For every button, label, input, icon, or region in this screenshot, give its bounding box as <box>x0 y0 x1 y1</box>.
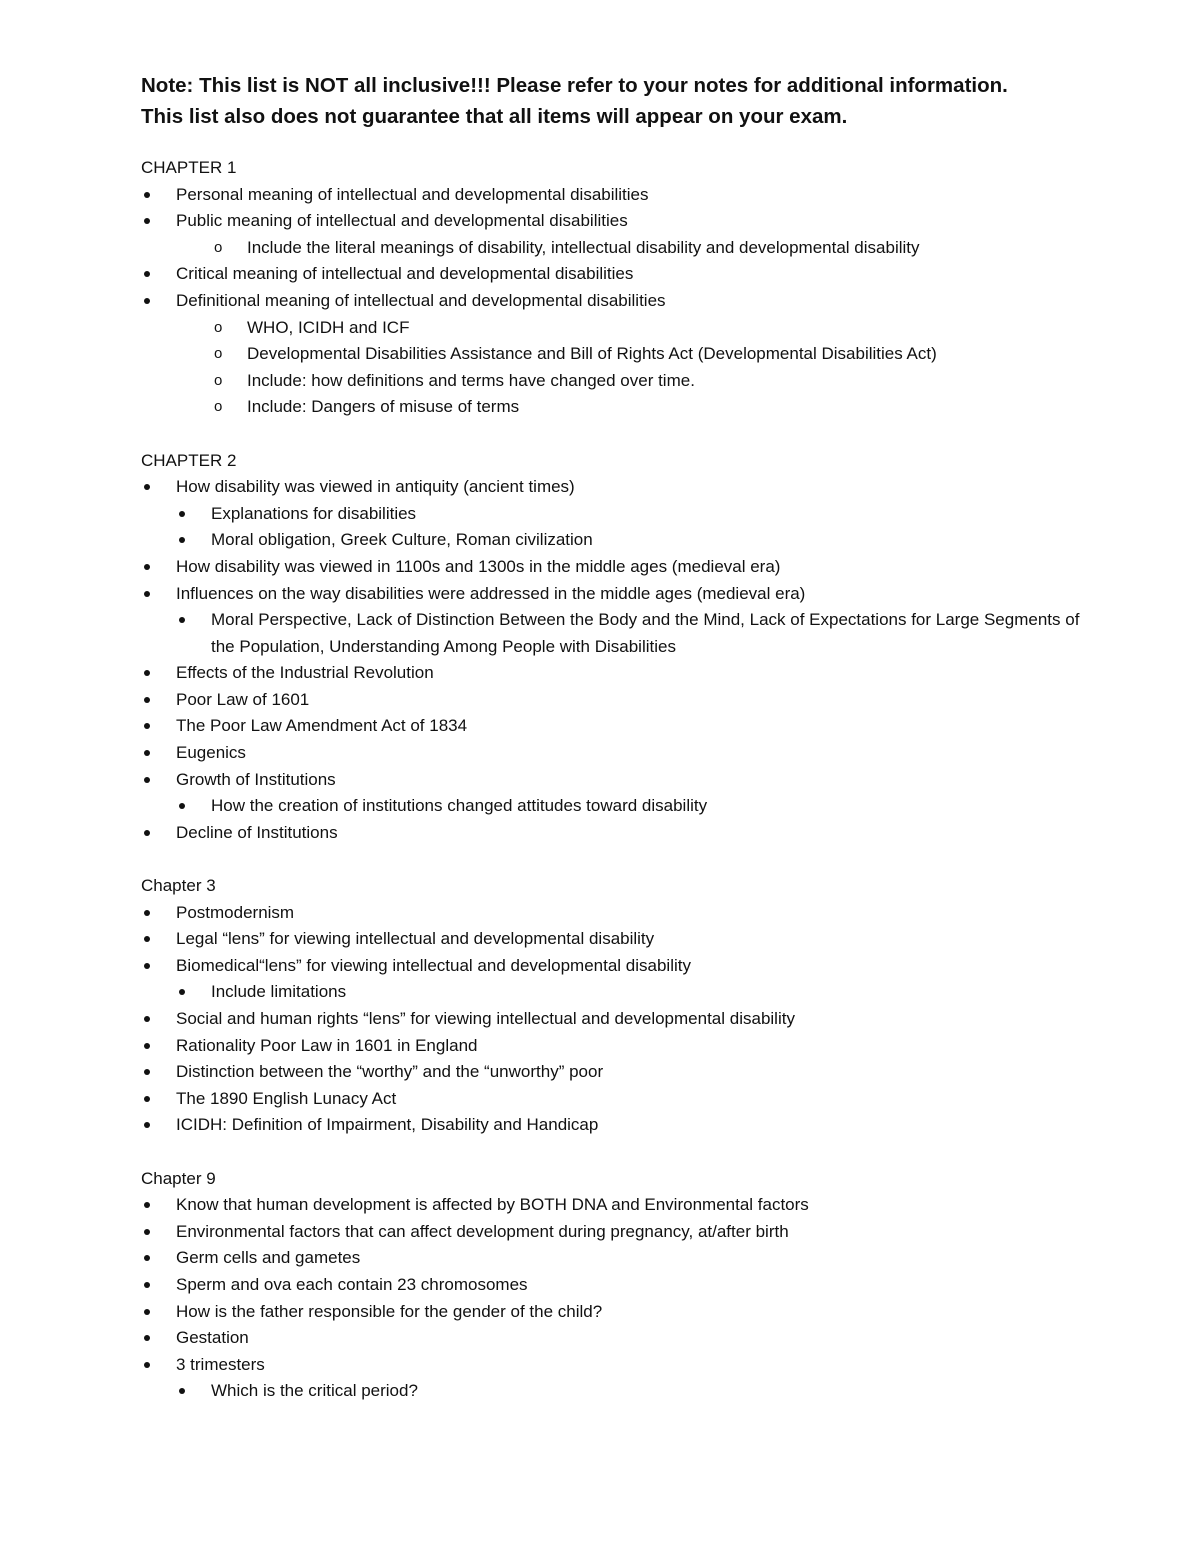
item-text: Moral Perspective, Lack of Distinction Between the Body and the Mind, Lack of Expectations for Large Segments of the Population, Understanding Among People with Disabilities <box>211 610 1080 656</box>
chapter-heading: Chapter 3 <box>141 876 216 896</box>
topic-item <box>141 554 1081 581</box>
topic-item <box>141 953 1081 980</box>
chapter-section <box>141 448 1081 847</box>
bullet-icon <box>179 1388 185 1394</box>
item-text: WHO, ICIDH and ICF <box>247 317 410 337</box>
topic-item <box>141 926 1081 953</box>
item-text: Explanations for disabilities <box>211 503 417 523</box>
topic-item <box>141 1219 1081 1246</box>
item-text: Definitional meaning of intellectual and developmental disabilities <box>176 290 666 310</box>
bullet-icon <box>179 803 185 809</box>
topic-item <box>141 1086 1081 1113</box>
topic-list <box>141 1192 1081 1405</box>
bullet-icon <box>144 591 150 597</box>
bullet-icon <box>144 271 150 277</box>
bullet-icon <box>179 617 185 623</box>
item-text: Environmental factors that can affect development during pregnancy, at/after birth <box>176 1221 789 1241</box>
topic-item <box>141 687 1081 714</box>
item-text: How the creation of institutions changed attitudes toward disability <box>211 796 708 816</box>
item-text: The 1890 English Lunacy Act <box>176 1088 397 1108</box>
item-text: Include the literal meanings of disability, intellectual disability and developmental disability <box>247 237 920 257</box>
chapter-heading: CHAPTER 1 <box>141 158 237 177</box>
item-text: How disability was viewed in 1100s and 1300s in the middle ages (medieval era) <box>176 556 781 576</box>
bullet-icon <box>144 1069 150 1075</box>
chapter-section <box>141 1166 1081 1405</box>
topic-list <box>141 474 1081 846</box>
bullet-icon <box>144 1309 150 1315</box>
item-text: Legal “lens” for viewing intellectual and developmental disability <box>176 929 655 949</box>
bullet-icon <box>144 723 150 729</box>
item-text: Eugenics <box>176 743 246 763</box>
bullet-icon <box>144 910 150 916</box>
bullet-icon <box>144 564 150 570</box>
item-text: Gestation <box>176 1328 249 1348</box>
topic-item <box>141 900 1081 927</box>
subtopic-item <box>141 235 1081 262</box>
chapter-section <box>141 873 1081 1139</box>
subtopic-item <box>141 315 1081 342</box>
subtopic-item <box>141 501 1081 528</box>
item-text: Biomedical“lens” for viewing intellectual and developmental disability <box>176 955 691 975</box>
item-text: Public meaning of intellectual and developmental disabilities <box>176 211 628 231</box>
bullet-icon <box>179 537 185 543</box>
item-text: ICIDH: Definition of Impairment, Disability and Handicap <box>176 1115 599 1135</box>
item-text: Poor Law of 1601 <box>176 689 310 709</box>
item-text: Moral obligation, Greek Culture, Roman civilization <box>211 530 593 550</box>
topic-item <box>141 208 1081 235</box>
exam-note <box>141 70 1141 132</box>
subtopic-item <box>141 394 1081 421</box>
subtopic-item <box>141 793 1081 820</box>
item-text: Germ cells and gametes <box>176 1248 361 1268</box>
bullet-icon <box>144 697 150 703</box>
subtopic-item <box>141 341 1081 368</box>
bullet-icon <box>144 777 150 783</box>
subtopic-item <box>141 979 1081 1006</box>
item-text: The Poor Law Amendment Act of 1834 <box>176 716 468 736</box>
bullet-icon <box>144 192 150 198</box>
topic-item <box>141 820 1081 847</box>
bullet-icon <box>144 484 150 490</box>
note-line-2: This list also does not guarantee that all items will appear on your exam. <box>141 105 848 128</box>
topic-item <box>141 288 1081 315</box>
topic-item <box>141 740 1081 767</box>
subtopic-item <box>141 368 1081 395</box>
bullet-icon <box>144 750 150 756</box>
bullet-icon <box>144 1255 150 1261</box>
chapter-heading: CHAPTER 2 <box>141 450 237 470</box>
topic-item <box>141 261 1081 288</box>
topic-item <box>141 1033 1081 1060</box>
item-text: Which is the critical period? <box>211 1381 418 1401</box>
circle-bullet-icon: o <box>214 398 223 416</box>
bullet-icon <box>144 1096 150 1102</box>
topic-list <box>141 900 1081 1139</box>
subtopic-item <box>141 527 1081 554</box>
circle-bullet-icon: o <box>214 238 223 256</box>
topic-item <box>141 1006 1081 1033</box>
topic-item <box>141 1059 1081 1086</box>
bullet-icon <box>144 1362 150 1368</box>
bullet-icon <box>144 298 150 304</box>
note-line-1: Note: This list is NOT all inclusive!!! Please refer to your notes for additional information. <box>141 74 1008 97</box>
item-text: Growth of Institutions <box>176 769 336 789</box>
topic-item <box>141 581 1081 608</box>
item-text: Postmodernism <box>176 902 295 922</box>
item-text: Critical meaning of intellectual and developmental disabilities <box>176 264 634 284</box>
topic-item <box>141 660 1081 687</box>
item-text: Sperm and ova each contain 23 chromosomes <box>176 1274 528 1294</box>
topic-item <box>141 1299 1081 1326</box>
topic-list <box>141 182 1081 421</box>
bullet-icon <box>144 936 150 942</box>
item-text: Include: Dangers of misuse of terms <box>247 397 520 417</box>
bullet-icon <box>144 218 150 224</box>
bullet-icon <box>144 1282 150 1288</box>
topic-item <box>141 713 1081 740</box>
bullet-icon <box>144 1202 150 1208</box>
topic-item <box>141 767 1081 794</box>
topic-item <box>141 474 1081 501</box>
item-text: Include limitations <box>211 982 347 1002</box>
topic-item <box>141 1192 1081 1219</box>
chapter-sections <box>141 155 1081 1432</box>
bullet-icon <box>144 1016 150 1022</box>
item-text: How is the father responsible for the gender of the child? <box>176 1301 603 1321</box>
item-text: Rationality Poor Law in 1601 in England <box>176 1035 478 1055</box>
topic-item <box>141 1245 1081 1272</box>
item-text: Include: how definitions and terms have changed over time. <box>247 370 695 390</box>
bullet-icon <box>144 670 150 676</box>
item-text: Distinction between the “worthy” and the “unworthy” poor <box>176 1062 604 1082</box>
bullet-icon <box>144 963 150 969</box>
item-text: Influences on the way disabilities were addressed in the middle ages (medieval era) <box>176 583 806 603</box>
item-text: Social and human rights “lens” for viewing intellectual and developmental disability <box>176 1009 795 1028</box>
item-text: Know that human development is affected by BOTH DNA and Environmental factors <box>176 1195 809 1215</box>
topic-item <box>141 1112 1081 1139</box>
item-text: How disability was viewed in antiquity (ancient times) <box>176 477 575 497</box>
circle-bullet-icon: o <box>214 318 223 336</box>
bullet-icon <box>144 830 150 836</box>
topic-item <box>141 1272 1081 1299</box>
item-text: Decline of Institutions <box>176 822 338 842</box>
bullet-icon <box>144 1335 150 1341</box>
item-text: 3 trimesters <box>176 1354 265 1374</box>
chapter-section <box>141 155 1081 421</box>
bullet-icon <box>144 1229 150 1235</box>
item-text: Effects of the Industrial Revolution <box>176 663 434 683</box>
circle-bullet-icon: o <box>214 345 223 363</box>
item-text: Personal meaning of intellectual and developmental disabilities <box>176 184 649 204</box>
item-text: Developmental Disabilities Assistance and Bill of Rights Act (Developmental Disabilities Act) <box>247 344 937 364</box>
bullet-icon <box>144 1043 150 1049</box>
bullet-icon <box>179 989 185 995</box>
subtopic-item <box>141 607 1081 660</box>
topic-item <box>141 182 1081 209</box>
subtopic-item <box>141 1378 1081 1405</box>
bullet-icon <box>179 511 185 517</box>
topic-item <box>141 1352 1081 1379</box>
chapter-heading: Chapter 9 <box>141 1168 216 1188</box>
topic-item <box>141 1325 1081 1352</box>
bullet-icon <box>144 1122 150 1128</box>
circle-bullet-icon: o <box>214 371 223 389</box>
